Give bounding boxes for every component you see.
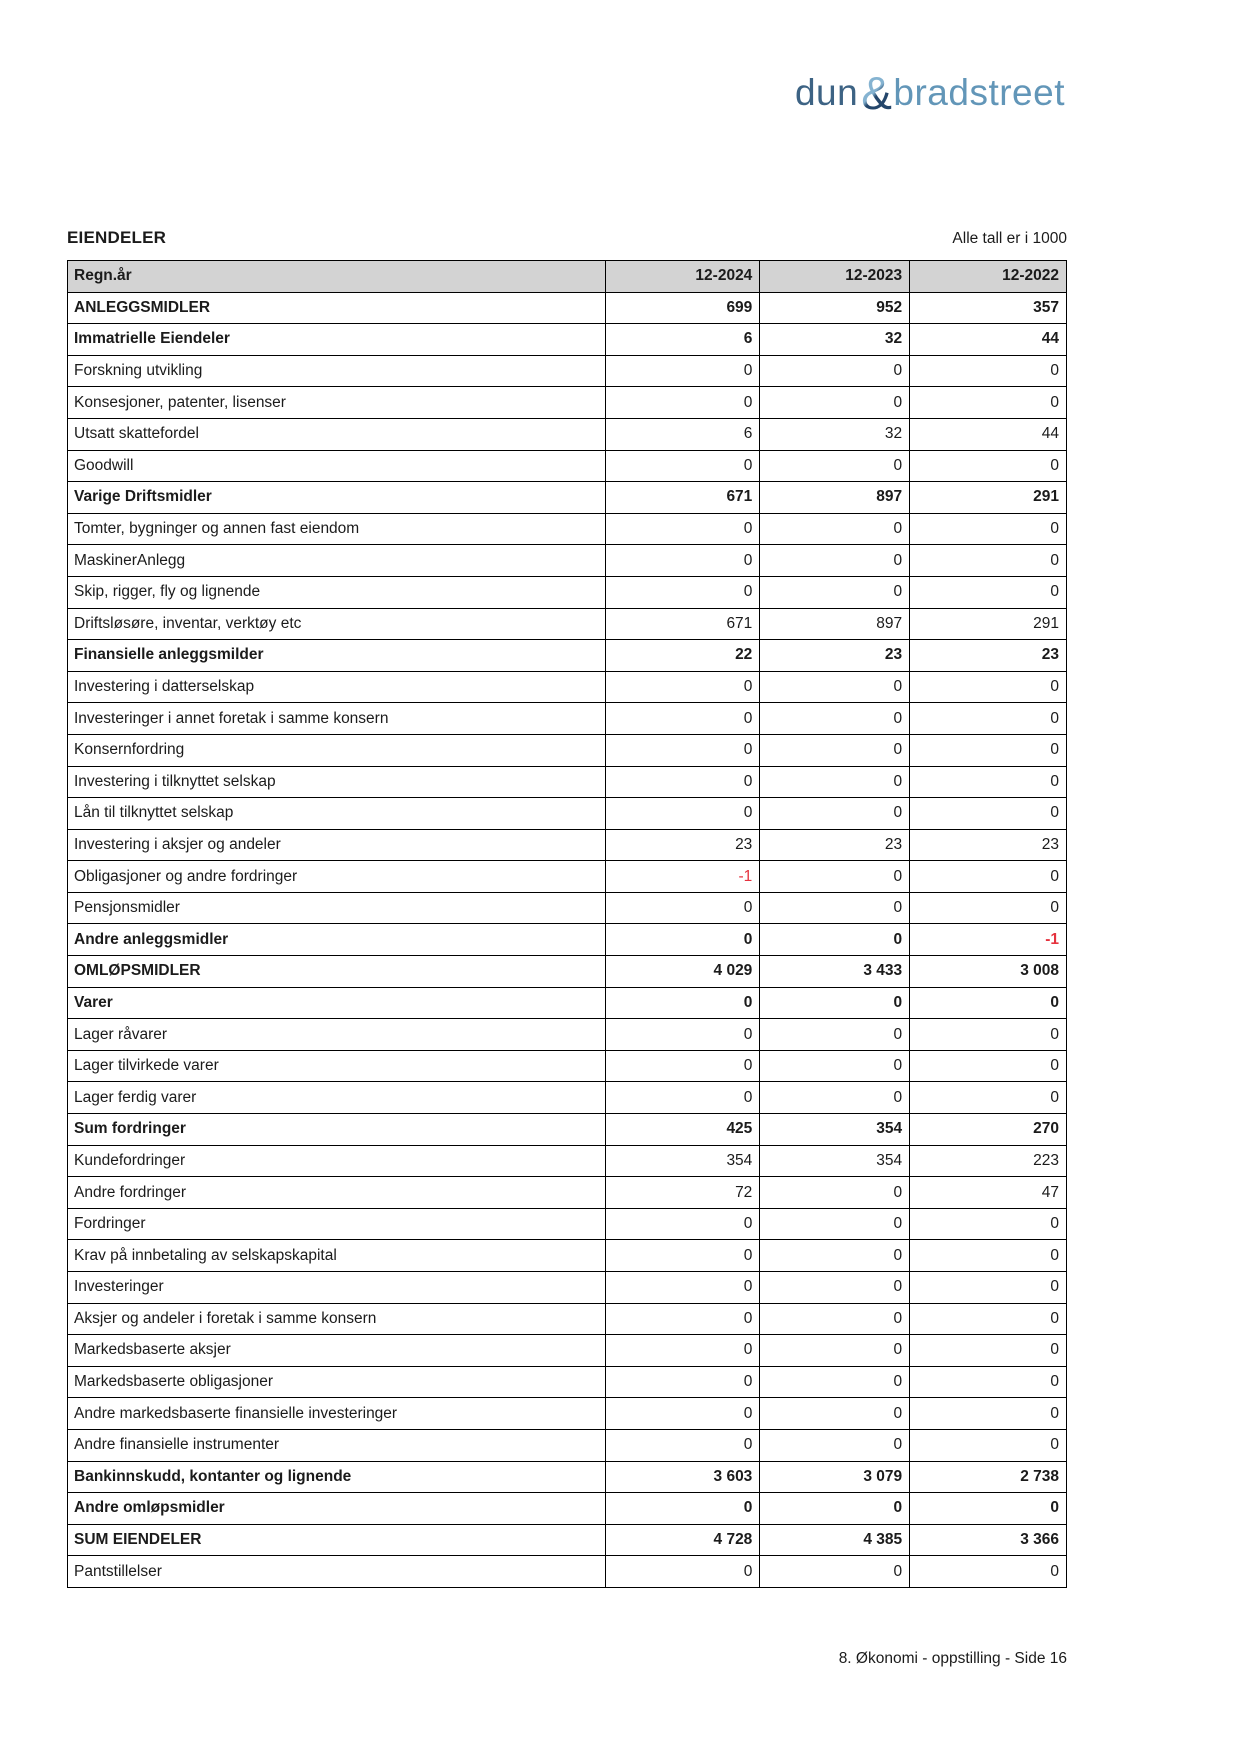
row-value: 3 366	[910, 1524, 1067, 1556]
row-value: 23	[760, 640, 910, 672]
row-value: 32	[760, 418, 910, 450]
row-value: 0	[760, 1240, 910, 1272]
table-row	[68, 861, 1067, 893]
table-row	[68, 545, 1067, 577]
row-value: 0	[910, 1082, 1067, 1114]
table-row	[68, 387, 1067, 419]
row-value: 0	[606, 355, 760, 387]
row-label: Andre anleggsmidler	[68, 924, 606, 956]
table-row	[68, 418, 1067, 450]
row-value: 699	[606, 292, 760, 324]
row-value: 0	[760, 355, 910, 387]
row-value: 0	[606, 1429, 760, 1461]
row-label: Immatrielle Eiendeler	[68, 324, 606, 356]
row-value: 0	[606, 1050, 760, 1082]
row-value: 0	[606, 892, 760, 924]
table-row	[68, 1272, 1067, 1304]
row-value: 0	[910, 545, 1067, 577]
section-header	[67, 228, 1067, 248]
row-value: 72	[606, 1177, 760, 1209]
row-value: 4 029	[606, 956, 760, 988]
row-value: 0	[606, 1335, 760, 1367]
row-value: 0	[910, 1556, 1067, 1588]
row-label: OMLØPSMIDLER	[68, 956, 606, 988]
row-value: 3 603	[606, 1461, 760, 1493]
row-value: 0	[910, 892, 1067, 924]
row-value: 0	[760, 513, 910, 545]
row-value: 354	[760, 1145, 910, 1177]
table-row	[68, 1177, 1067, 1209]
row-label: Skip, rigger, fly og lignende	[68, 576, 606, 608]
row-value: 671	[606, 482, 760, 514]
row-value: 32	[760, 324, 910, 356]
row-label: Investeringer	[68, 1272, 606, 1304]
row-value: 44	[910, 324, 1067, 356]
row-value: 0	[760, 1019, 910, 1051]
row-value: 0	[910, 1050, 1067, 1082]
row-value: 0	[606, 798, 760, 830]
row-label: Varer	[68, 987, 606, 1019]
table-row	[68, 513, 1067, 545]
table-row	[68, 1366, 1067, 1398]
row-value: 0	[910, 766, 1067, 798]
row-label: Pensjonsmidler	[68, 892, 606, 924]
ampersand-icon: &	[861, 67, 893, 119]
row-value: 270	[910, 1114, 1067, 1146]
row-value: 0	[910, 1208, 1067, 1240]
row-label: Finansielle anleggsmilder	[68, 640, 606, 672]
row-label: Kundefordringer	[68, 1145, 606, 1177]
row-value: 897	[760, 608, 910, 640]
column-header-12-2023: 12-2023	[760, 261, 910, 293]
table-row	[68, 1208, 1067, 1240]
table-row	[68, 766, 1067, 798]
row-label: Lån til tilknyttet selskap	[68, 798, 606, 830]
table-row	[68, 892, 1067, 924]
row-label: Lager ferdig varer	[68, 1082, 606, 1114]
row-value: 0	[606, 1019, 760, 1051]
table-row	[68, 734, 1067, 766]
table-row	[68, 640, 1067, 672]
row-value: 2 738	[910, 1461, 1067, 1493]
row-value: 4 728	[606, 1524, 760, 1556]
row-value: 0	[606, 450, 760, 482]
row-value: 23	[910, 640, 1067, 672]
row-value: 0	[910, 1366, 1067, 1398]
column-header-12-2022: 12-2022	[910, 261, 1067, 293]
row-label: Aksjer og andeler i foretak i samme konsern	[68, 1303, 606, 1335]
table-row	[68, 671, 1067, 703]
row-value: 0	[760, 576, 910, 608]
row-label: Bankinnskudd, kontanter og lignende	[68, 1461, 606, 1493]
row-label: Lager tilvirkede varer	[68, 1050, 606, 1082]
balance-table-body	[68, 292, 1067, 1587]
row-value: 23	[910, 829, 1067, 861]
row-label: Obligasjoner og andre fordringer	[68, 861, 606, 893]
table-row	[68, 1082, 1067, 1114]
table-row	[68, 576, 1067, 608]
row-value: 0	[760, 1398, 910, 1430]
table-row	[68, 956, 1067, 988]
row-value: 0	[910, 1240, 1067, 1272]
row-label: Andre markedsbaserte finansielle investeringer	[68, 1398, 606, 1430]
row-label: Driftsløsøre, inventar, verktøy etc	[68, 608, 606, 640]
row-value: 0	[910, 1303, 1067, 1335]
row-value: 22	[606, 640, 760, 672]
row-value: 291	[910, 482, 1067, 514]
row-value: 0	[606, 1493, 760, 1525]
row-value: 0	[606, 703, 760, 735]
logo-text-dun: dun	[794, 72, 859, 113]
row-value: 0	[910, 1429, 1067, 1461]
row-value: 47	[910, 1177, 1067, 1209]
row-value: 425	[606, 1114, 760, 1146]
row-value: 0	[910, 1019, 1067, 1051]
row-value: 0	[760, 1556, 910, 1588]
row-value: 354	[606, 1145, 760, 1177]
row-value: 0	[760, 987, 910, 1019]
row-value: 0	[606, 1303, 760, 1335]
row-value: 0	[760, 703, 910, 735]
row-value: 44	[910, 418, 1067, 450]
row-label: Andre finansielle instrumenter	[68, 1429, 606, 1461]
table-row	[68, 1398, 1067, 1430]
row-label: Investering i aksjer og andeler	[68, 829, 606, 861]
row-value: 0	[760, 1272, 910, 1304]
row-value: 3 433	[760, 956, 910, 988]
row-value: 671	[606, 608, 760, 640]
row-label: Investering i tilknyttet selskap	[68, 766, 606, 798]
row-label: Krav på innbetaling av selskapskapital	[68, 1240, 606, 1272]
table-row	[68, 1493, 1067, 1525]
row-value: 0	[606, 734, 760, 766]
units-note: Alle tall er i 1000	[952, 230, 1067, 247]
row-value: 0	[910, 450, 1067, 482]
row-value: 291	[910, 608, 1067, 640]
row-value: 0	[606, 1556, 760, 1588]
row-value: 357	[910, 292, 1067, 324]
row-value: 0	[606, 987, 760, 1019]
row-label: Forskning utvikling	[68, 355, 606, 387]
table-row	[68, 324, 1067, 356]
table-row	[68, 1429, 1067, 1461]
row-label: Sum fordringer	[68, 1114, 606, 1146]
row-value: 23	[606, 829, 760, 861]
row-label: Markedsbaserte obligasjoner	[68, 1366, 606, 1398]
row-value: 952	[760, 292, 910, 324]
row-value: 0	[760, 1208, 910, 1240]
balance-sheet-table	[67, 260, 1067, 1588]
row-value: 354	[760, 1114, 910, 1146]
row-value: 0	[910, 734, 1067, 766]
row-value: 0	[606, 1240, 760, 1272]
row-value: 0	[606, 387, 760, 419]
row-value: 23	[760, 829, 910, 861]
page-title: EIENDELER	[67, 228, 167, 247]
row-label: Konsesjoner, patenter, lisenser	[68, 387, 606, 419]
row-label: MaskinerAnlegg	[68, 545, 606, 577]
row-value: 0	[760, 1335, 910, 1367]
row-label: Goodwill	[68, 450, 606, 482]
row-value: 0	[910, 1335, 1067, 1367]
row-value: 0	[910, 987, 1067, 1019]
column-header-12-2024: 12-2024	[606, 261, 760, 293]
row-value: 0	[910, 513, 1067, 545]
row-value: 0	[606, 1272, 760, 1304]
row-label: Investering i datterselskap	[68, 671, 606, 703]
row-value: 0	[760, 1082, 910, 1114]
row-value: 0	[760, 892, 910, 924]
row-value: 3 008	[910, 956, 1067, 988]
table-row	[68, 1050, 1067, 1082]
row-value: 6	[606, 418, 760, 450]
table-row	[68, 355, 1067, 387]
balance-sheet-table-wrap	[67, 260, 1067, 1588]
row-value: 0	[760, 924, 910, 956]
row-value: 0	[760, 798, 910, 830]
row-value: 0	[910, 861, 1067, 893]
row-value: 0	[760, 450, 910, 482]
row-value: 0	[760, 1177, 910, 1209]
row-label: Tomter, bygninger og annen fast eiendom	[68, 513, 606, 545]
table-row	[68, 1114, 1067, 1146]
row-value: 0	[760, 766, 910, 798]
row-value: -1	[910, 924, 1067, 956]
row-label: Lager råvarer	[68, 1019, 606, 1051]
row-value: 0	[606, 1398, 760, 1430]
table-row	[68, 1145, 1067, 1177]
table-row	[68, 987, 1067, 1019]
row-value: 0	[760, 545, 910, 577]
row-label: Markedsbaserte aksjer	[68, 1335, 606, 1367]
row-value: 0	[910, 576, 1067, 608]
table-row	[68, 1019, 1067, 1051]
row-value: 0	[760, 1366, 910, 1398]
row-value: 0	[606, 766, 760, 798]
row-value: 4 385	[760, 1524, 910, 1556]
row-label: Konsernfordring	[68, 734, 606, 766]
row-value: 0	[910, 355, 1067, 387]
row-value: 0	[760, 387, 910, 419]
row-value: 0	[910, 1272, 1067, 1304]
table-row	[68, 1335, 1067, 1367]
row-value: 0	[760, 1050, 910, 1082]
row-value: 0	[910, 798, 1067, 830]
table-row	[68, 798, 1067, 830]
table-row	[68, 1303, 1067, 1335]
row-label: Andre omløpsmidler	[68, 1493, 606, 1525]
table-row	[68, 829, 1067, 861]
row-value: 0	[760, 734, 910, 766]
row-value: 0	[760, 1429, 910, 1461]
row-value: 223	[910, 1145, 1067, 1177]
row-value: 0	[606, 1082, 760, 1114]
row-value: 0	[606, 671, 760, 703]
row-value: 0	[910, 671, 1067, 703]
row-label: Fordringer	[68, 1208, 606, 1240]
row-value: 0	[606, 1208, 760, 1240]
dun-and-bradstreet-logo	[794, 66, 1065, 119]
row-value: 0	[910, 1398, 1067, 1430]
row-value: -1	[606, 861, 760, 893]
table-row	[68, 1524, 1067, 1556]
row-label: Pantstillelser	[68, 1556, 606, 1588]
row-value: 6	[606, 324, 760, 356]
table-row	[68, 1240, 1067, 1272]
table-header-row	[68, 261, 1067, 293]
row-value: 0	[606, 576, 760, 608]
logo-text-bradstreet: bradstreet	[893, 72, 1065, 113]
row-value: 0	[606, 545, 760, 577]
table-row	[68, 1556, 1067, 1588]
table-row	[68, 482, 1067, 514]
table-row	[68, 450, 1067, 482]
row-value: 0	[606, 513, 760, 545]
row-value: 897	[760, 482, 910, 514]
row-value: 0	[760, 1493, 910, 1525]
row-value: 0	[760, 861, 910, 893]
row-value: 0	[760, 671, 910, 703]
row-value: 3 079	[760, 1461, 910, 1493]
column-header-regnar: Regn.år	[68, 261, 606, 293]
row-label: Andre fordringer	[68, 1177, 606, 1209]
row-label: Utsatt skattefordel	[68, 418, 606, 450]
table-row	[68, 608, 1067, 640]
row-value: 0	[910, 703, 1067, 735]
table-row	[68, 292, 1067, 324]
table-row	[68, 1461, 1067, 1493]
row-label: Varige Driftsmidler	[68, 482, 606, 514]
row-label: ANLEGGSMIDLER	[68, 292, 606, 324]
row-label: SUM EIENDELER	[68, 1524, 606, 1556]
row-value: 0	[910, 387, 1067, 419]
row-value: 0	[606, 924, 760, 956]
page-footer: 8. Økonomi - oppstilling - Side 16	[838, 1650, 1067, 1667]
table-row	[68, 924, 1067, 956]
row-value: 0	[760, 1303, 910, 1335]
table-row	[68, 703, 1067, 735]
row-label: Investeringer i annet foretak i samme konsern	[68, 703, 606, 735]
row-value: 0	[606, 1366, 760, 1398]
row-value: 0	[910, 1493, 1067, 1525]
